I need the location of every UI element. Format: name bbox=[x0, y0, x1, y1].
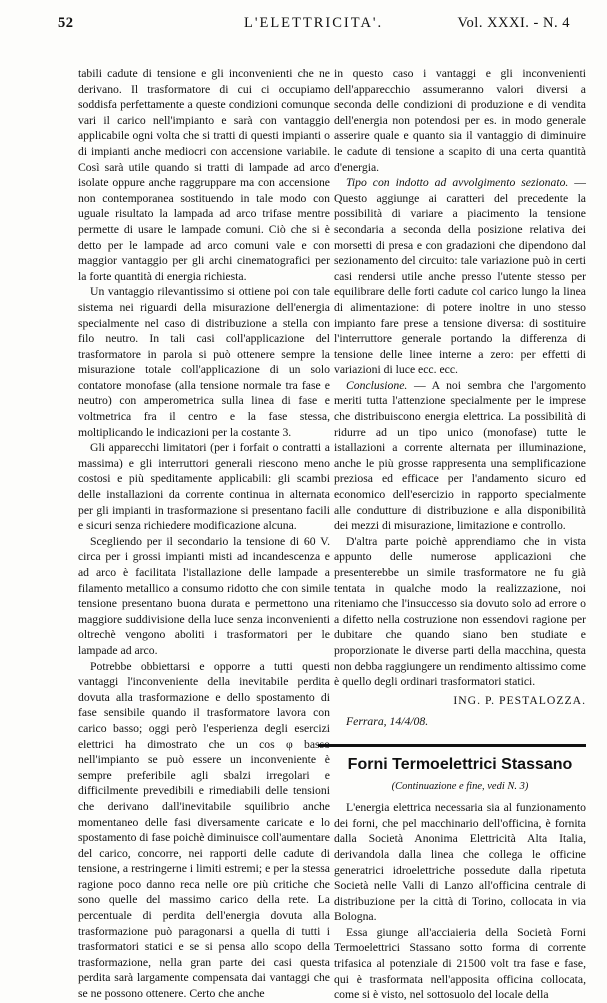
paragraph: in questo caso i vantaggi e gli inconvenienti dell'apparecchio assumeranno valori diversi a seconda delle condizioni di produzione e di vendita dell'energia non potendosi per es. in modo generale asserire quale e quanto sia il vantaggio di diminuire le cadute di tensione a scapito di una certa quantità d'energia. bbox=[334, 67, 586, 174]
author-signature: ING. P. PESTALOZZA. bbox=[453, 693, 586, 707]
paragraph: Gli apparecchi limitatori (per i forfait o contratti a massima) e gli interruttori generali riescono meno costosi e più speditamente applicabili: gli scambi delle installazioni da corrente continua in alternata per gli impianti in trasformazione si presentano facili e sicuri senza richiedere modificazione alcuna. bbox=[78, 441, 330, 533]
tipo-text: — Questo aggiunge ai caratteri del precedente la possibilità di variare a piacimento la tensione secondaria a seconda della posizione relativa dei morsetti di presa e con gradazioni che dipendono dal sezionamento del circuito: tale variazione può in certi casi rendersi utile anche presso l'utente stesso per equilibrare delle forti cadute col carico lungo la linea di alimentazione: di potere inoltre in uno stesso impianto fare prese a tensione diversa: di sostituire l'interruttore generale portando la differenza di tensione delle linee interne a zero: per effetti di variazioni di luce ecc. ecc. bbox=[334, 176, 586, 377]
article-stassano bbox=[334, 757, 586, 1003]
tipo-section bbox=[334, 175, 586, 378]
paragraph: Scegliendo per il secondario la tensione di 60 V. circa per i grossi impianti misti ad incandescenza e ad arco è facilitata l'istallazione delle lampade a filamento metallico a consumo ridotto che con simile tensione presentano buona durata e permettono una maggiore suddivisione della luce senza inconvenienti oltrechè vengono aboliti i trasformatori per le lampade ad arco. bbox=[78, 534, 330, 657]
page-header bbox=[58, 15, 570, 37]
page-number: 52 bbox=[58, 15, 74, 31]
conclusione-text: — A noi sembra che l'argomento meriti tutta l'attenzione specialmente per le imprese che distribuiscono energia elettrica. La possibilità di ridurre ad un tipo unico (monofase) tutte le istallazioni a corrente alternata per illuminazione, anche le più grosse rappresenta una semplificazione preziosa ed efficace per l'andamento sicuro ed economico dell'esercizio in rapporto specialmente alle condutture di distribuzione e alla disponibilità dei mezzi di misurazione, limitazione e controllo. bbox=[334, 378, 586, 533]
tipo-heading: Tipo con indotto ad avvolgimento sezionato. bbox=[346, 176, 569, 190]
conclusione-section bbox=[334, 378, 586, 534]
paragraph: Essa giunge all'acciaieria della Società Forni Termoelettrici Stassano sotto forma di corrente trifasica al potenziale di 21500 volt tra fase e fase, qui è trasformata nell'apposita officina collocata, come si è visto, nel sottosuolo del locale della bbox=[334, 925, 586, 1002]
paragraph: D'altra parte poichè apprendiamo che in vista appunto delle numerose applicazioni che presenterebbe un simile trasformatore ne fu già tentata in qualche modo la realizzazione, noi riteniamo che l'insuccesso sia dovuto solo ad errore o a difetto nella costruzione non essendovi ragione per dubitare che quando siano ben studiate e proporzionate le diverse parti della macchina, questa non debba raggiungere un rendimento altissimo come è quello degli ordinari trasformatori statici. bbox=[334, 534, 586, 689]
right-column bbox=[334, 66, 586, 1003]
article-subtitle: (Continuazione e fine, vedi N. 3) bbox=[391, 780, 529, 792]
article-title: Forni Termoelettrici Stassano bbox=[347, 755, 573, 773]
paragraph: Un vantaggio rilevantissimo si ottiene poi con tale sistema nei riguardi della misurazione dell'energia specialmente nel caso di distribuzione a stella con filo neutro. In tali casi coll'applicazione del trasformatore in parola si può ottenere sempre la misurazione totale coll'applicazione di un solo contatore monofase (alla tensione normale tra fase e neutro) con amperometrica sulla linea di fase e voltmetrica fra il centro e la fase stessa, moltiplicando le indicazioni per la costante 3. bbox=[78, 285, 330, 439]
place-date: Ferrara, 14/4/08. bbox=[346, 715, 429, 729]
left-column bbox=[78, 66, 330, 1002]
section-divider bbox=[318, 744, 586, 747]
paragraph: tabili cadute di tensione e gli inconvenienti che ne derivano. Il trasformatore di cui ci occupiamo soddisfa perfettamente a queste condizioni comunque vari il carico nell'impianto e sarà con vantaggio applicabile ogni volta che si tratti di questi impianti o di impianti anche mediocri con accensione variabile. Così sarà utile quando si tratti di lampade ad arco isolate oppure anche raggruppare ma con accensione non contemporanea sostituendo in tale modo con uguale risultato la lampada ad arco trifase mentre permette di usare le lampade comuni. Ciò che si è detto per le lampade ad arco comuni vale e con maggior vantaggio per gli archi cinematografici per la forte quantità di energia richiesta. bbox=[78, 67, 330, 283]
journal-title: L'ELETTRICITA'. bbox=[244, 15, 384, 31]
paragraph: L'energia elettrica necessaria sia al funzionamento dei forni, che pel macchinario dell'officina, è fornita dalla Società Anonima Elettricità Alta Italia, derivandola dalla linea che collega le officine generatrici idroelettriche possedute dalla ripetuta Società nelle Valli di Lanzo all'officina centrale di distribuzione per la città di Torino, collocata in via Bologna. bbox=[334, 801, 586, 924]
volume-issue: Vol. XXXI. - N. 4 bbox=[457, 15, 570, 31]
conclusione-heading: Conclusione. bbox=[346, 378, 408, 392]
paragraph: Potrebbe obbiettarsi e opporre a tutti questi vantaggi l'inconveniente della inevitabile perdita dovuta alla trasformazione e dello spostamento di fase sensibile quando il trasformatore lavora con carico basso; oggi però l'esperienza degli esercizi elettrici ha dimostrato che un cos φ basso nell'impianto se può essere un inconveniente è sempre preferibile agli sbalzi irregolari e difficilmente prevedibili e rimediabili delle tensioni che derivano dall'inevitabile squilibrio anche momentaneo delle fasi diversamente caricate e lo spostamento di fase poichè diminuisce coll'aumentare del carico, concorre, nei rapporti delle cadute di tensione, a restringerne i limiti estremi; e per la stessa ragione poco danno reca nelle ore più critiche che sono quelle del massimo carico della rete. La percentuale di perdita dell'energia dovuta alla trasformazione può paragonarsi a quella di tutti i trasformatori statici e se si pensa allo scopo della trasformazione, nella gran parte dei casi questa perdita sarà largamente compensata dai vantaggi che se ne possono ottenere. Certo che anche bbox=[78, 659, 330, 1001]
